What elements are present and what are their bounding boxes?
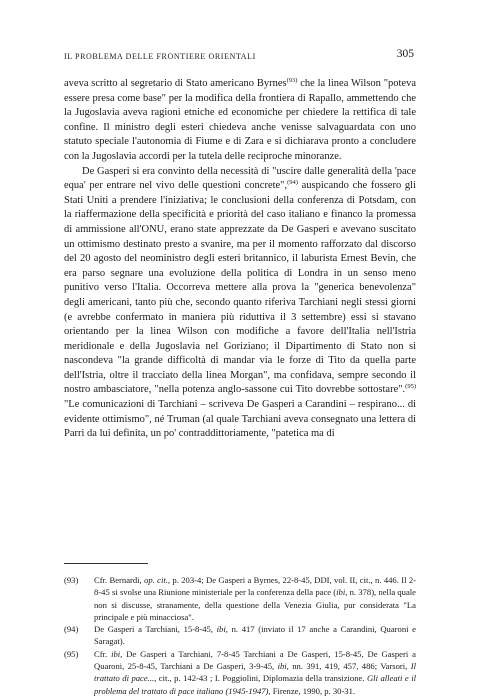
italic-run: ibi — [111, 648, 121, 659]
footnote-number: (95) — [64, 648, 79, 659]
text-run: , nn. 391, 419, 457, 486; Varsori, — [286, 661, 411, 672]
text-run: De Gasperi si era convinto della necessità di "uscire dalle generalità della 'pace equa' per entrare nel vivo delle questioni concrete", — [64, 165, 416, 192]
footnote — [64, 648, 416, 697]
paragraph — [64, 77, 416, 165]
footnote — [64, 623, 416, 648]
paragraph — [64, 165, 416, 442]
footnote-number: (93) — [64, 575, 79, 585]
text-run: "Le comunicazioni di Tarchiani – scriveva De Gasperi a Carandini – respirano... di evidente ottimismo", né Truman (al quale Tarchiani aveva consegnato una lettera di Parri da lui definita, un po' contraddittoriamente, "patetica ma di — [64, 399, 416, 440]
italic-run: op. cit. — [144, 575, 168, 585]
italic-run: Gli alleati e il problema del trattato di pace italiano (1945-1947) — [94, 673, 416, 696]
italic-run: ibi — [336, 587, 346, 598]
footnote-separator — [64, 563, 148, 564]
italic-run: Il trattato di pace... — [94, 661, 417, 684]
text-run: aveva scritto al segretario di Stato americano Byrnes — [64, 78, 287, 89]
text-run: Cfr. Bernardi, — [94, 575, 145, 585]
text-run: , De Gasperi a Tarchiani, 7-8-45 Tarchiani a De Gasperi, 15-8-45, De Gasperi a Quaroni, 25-8-45, Tarchiani a De Gasperi, 3-9-45, — [94, 648, 416, 672]
footnotes — [64, 574, 416, 697]
footnote — [64, 574, 416, 623]
footnote-reference: (94) — [287, 179, 298, 187]
text-run: , Firenze, 1990, p. 30-31. — [268, 685, 356, 696]
text-run: , p. 203-4; De Gasperi a Byrnes, 22-8-45, DDI, vol. II, cit., n. 446. Il 2-8-45 si svolse una Riunione ministeriale per la conferenza della pace ( — [94, 575, 416, 598]
running-title: IL PROBLEMA DELLE FRONTIERE ORIENTALI — [64, 52, 256, 61]
footnote-number: (94) — [64, 624, 79, 635]
italic-run: ibi — [216, 624, 226, 635]
text-run: , cit., p. 142-43 ; I. Poggiolini, Diplomazia della transizione. — [154, 673, 367, 684]
text-run: , n. 378), nella quale non si discusse, stranamente, della questione della Venezia Giulia, pur considerata "La principale e più minacciosa". — [94, 587, 416, 622]
italic-run: ibi — [277, 661, 287, 672]
page-number: 305 — [396, 48, 414, 60]
text-run: Cfr. — [94, 648, 112, 659]
text-run: che la linea Wilson "poteva essere presa come base" per la modifica della frontiera di Rapallo, ammettendo che la Jugoslavia aveva ragioni etniche ed economiche per chiedere la rettifica di tale confine. Il ministro degli esteri chiedeva anche venisse salvaguardata con uno statuto speciale l'autonomia di Fiume e di Zara e si dichiarava pronto a concludere con la Jugoslavia accordi per la tutela delle reciproche minoranze. — [64, 78, 416, 162]
running-header — [64, 48, 416, 64]
footnote-reference: (95) — [405, 383, 416, 391]
text-run: auspicando che fossero gli Stati Uniti a prendere l'iniziativa; le conclusioni della conferenza di Potsdam, con la riaffermazione della specificità e priorità del caso italiano e financo la promessa di ammissione all'ONU, erano state apprezzate da De Gasperi e avevano suscitato un ottimismo destinato presto a svanire, ma per il momento rafforzato dal discorso del 20 agosto del neoministro degli esteri britannico, il laburista Ernest Bevin, che era parso segnare una evoluzione della politica di Londra in un senso meno punitivo verso l'Italia. Occorreva mettere alla prova la "generica benevolenza" degli americani, tanto più che, secondo quanto riferiva Tarchiani negli stessi giorni (e avrebbe confermato in maniera più riduttiva il 3 settembre) essi si stavano orientando per la linea Wilson con modifiche a favore dell'Italia nell'Istria meridionale e della Jugoslavia nel Goriziano; il Dipartimento di Stato non si nascondeva "la grande difficoltà di mandar via le forze di Tito da quella parte dell'Istria, oltre il tracciato della linea Morgan", ma confidava, sempre secondo il nostro ambasciatore, "nella potenza anglo-sassone cui Tito dovrebbe sottostare". — [64, 180, 416, 396]
main-text — [64, 77, 416, 442]
text-run: De Gasperi a Tarchiani, 15-8-45, — [94, 624, 217, 635]
footnote-reference: (93) — [286, 77, 298, 84]
text-run: , n. 417 (inviato il 17 anche a Carandini, Quaroni e Saragat). — [94, 624, 416, 647]
